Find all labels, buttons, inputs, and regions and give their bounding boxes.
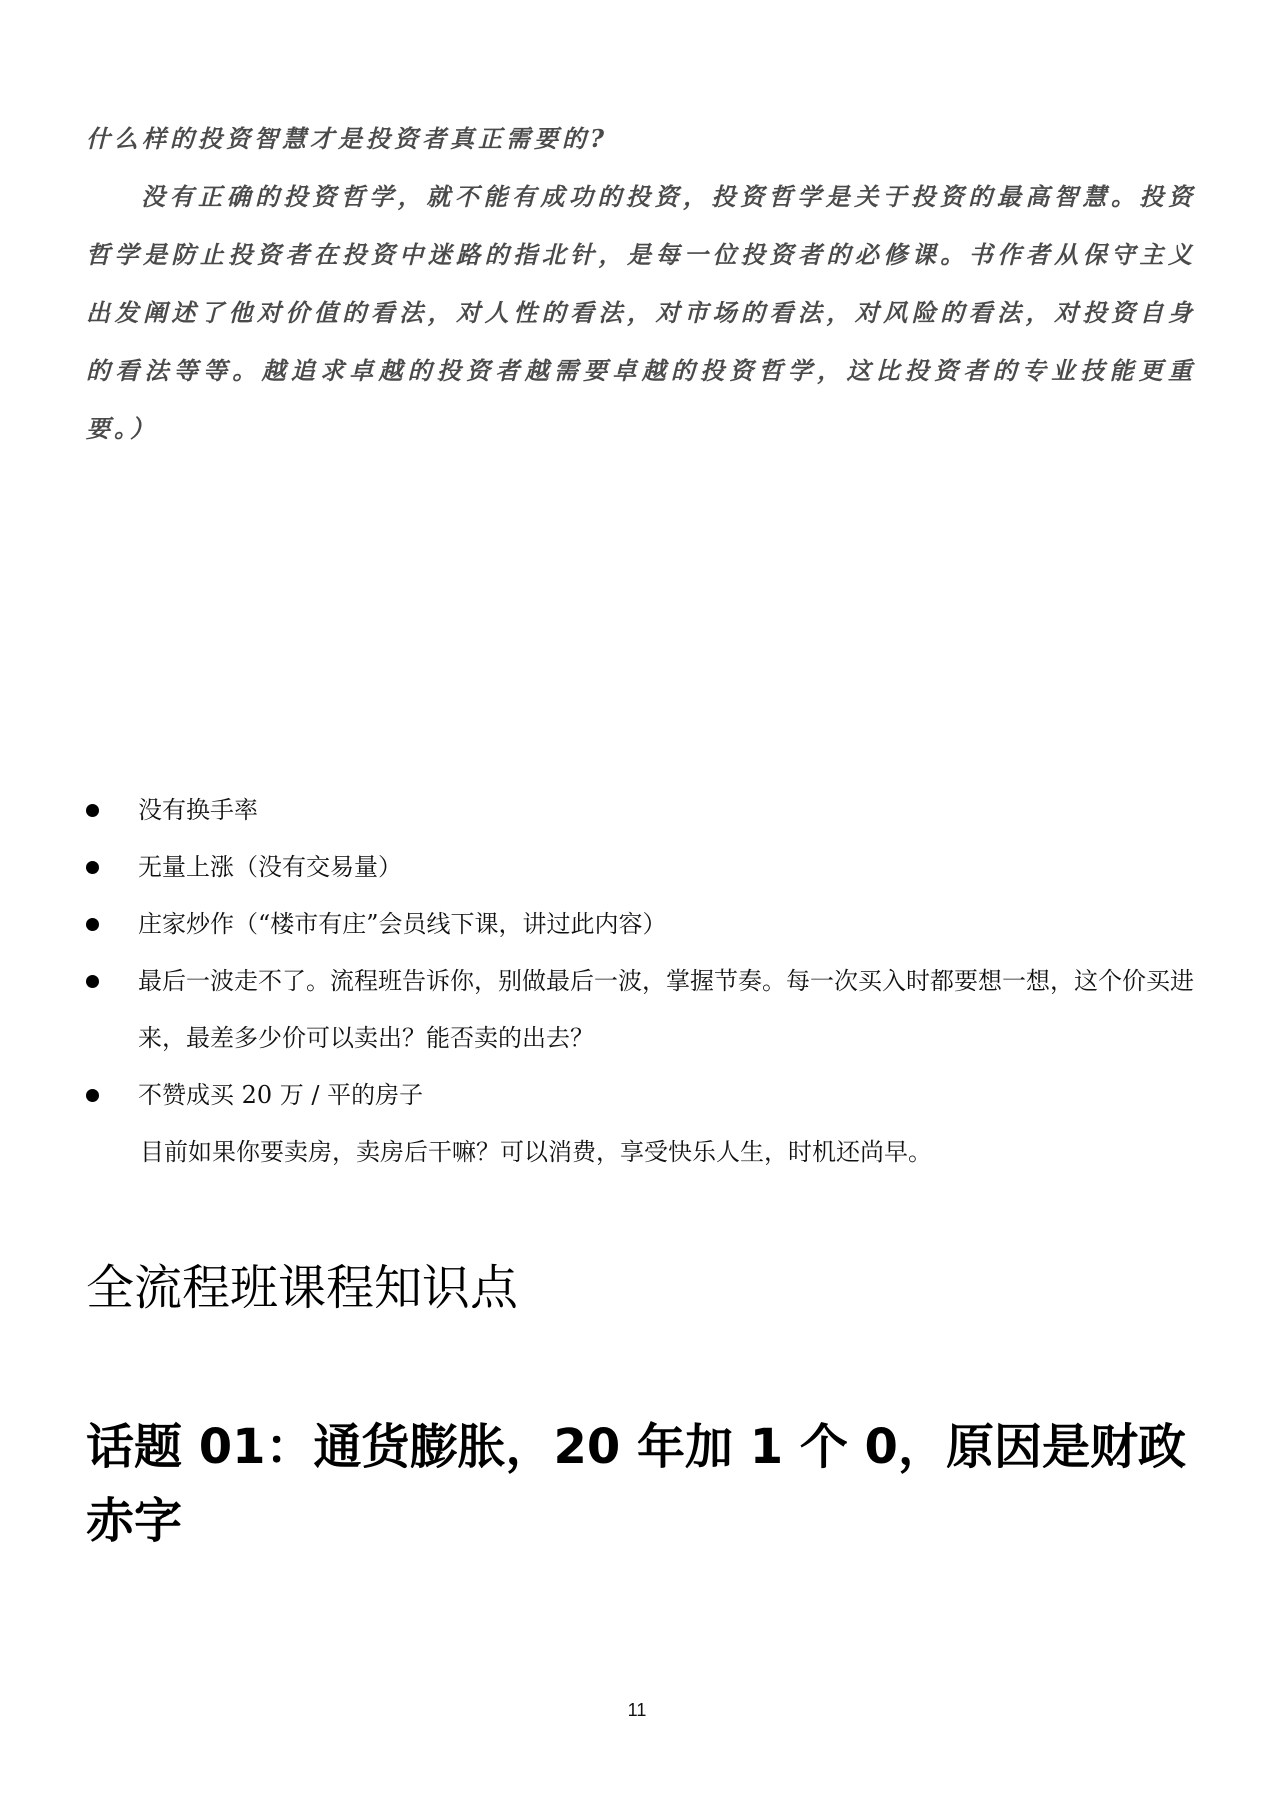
bullet-item xyxy=(86,896,1196,953)
bullet-text: 庄家炒作（“楼市有庄”会员线下课，讲过此内容） xyxy=(138,910,667,938)
bullet-text: 没有换手率 xyxy=(138,796,258,824)
page-number: 11 xyxy=(627,1700,647,1720)
intro-question: 什么样的投资智慧才是投资者真正需要的? xyxy=(86,124,609,153)
section-title: 全流程班课程知识点 xyxy=(86,1260,519,1316)
intro-paragraph: 没有正确的投资哲学，就不能有成功的投资，投资哲学是关于投资的最高智慧。投资哲学是防止投资者在投资中迷路的指北针，是每一位投资者的必修课。书作者从保守主义出发阐述了他对价值的看法，对人性的看法，对市场的看法，对风险的看法，对投资自身的看法等等。越追求卓越的投资者越需要卓越的投资哲学，这比投资者的专业技能更重要。） xyxy=(86,182,1196,443)
bullet-item xyxy=(86,1067,1196,1124)
bullet-dot-icon xyxy=(86,861,99,874)
bullet-dot-icon xyxy=(86,918,99,931)
bullet-item xyxy=(86,782,1196,839)
bullet-list xyxy=(86,782,1196,1181)
bullet-dot-icon xyxy=(86,804,99,817)
bullet-dot-icon xyxy=(86,1089,99,1102)
bullet-text: 无量上涨（没有交易量） xyxy=(138,853,402,881)
bullet-text: 最后一波走不了。流程班告诉你，别做最后一波，掌握节奏。每一次买入时都要想一想，这个价买进来，最差多少价可以卖出？能否卖的出去？ xyxy=(138,967,1194,1052)
bullet-item xyxy=(86,839,1196,896)
intro-quote-block xyxy=(86,110,1196,458)
topic-title: 话题 01：通货膨胀，20 年加 1 个 0，原因是财政赤字 xyxy=(86,1419,1186,1549)
bullet-text: 不赞成买 20 万 / 平的房子 xyxy=(138,1081,424,1109)
bullet-dot-icon xyxy=(86,975,99,988)
bullet-item xyxy=(86,953,1196,1067)
bullet-note: 目前如果你要卖房，卖房后干嘛？可以消费，享受快乐人生，时机还尚早。 xyxy=(140,1138,932,1166)
